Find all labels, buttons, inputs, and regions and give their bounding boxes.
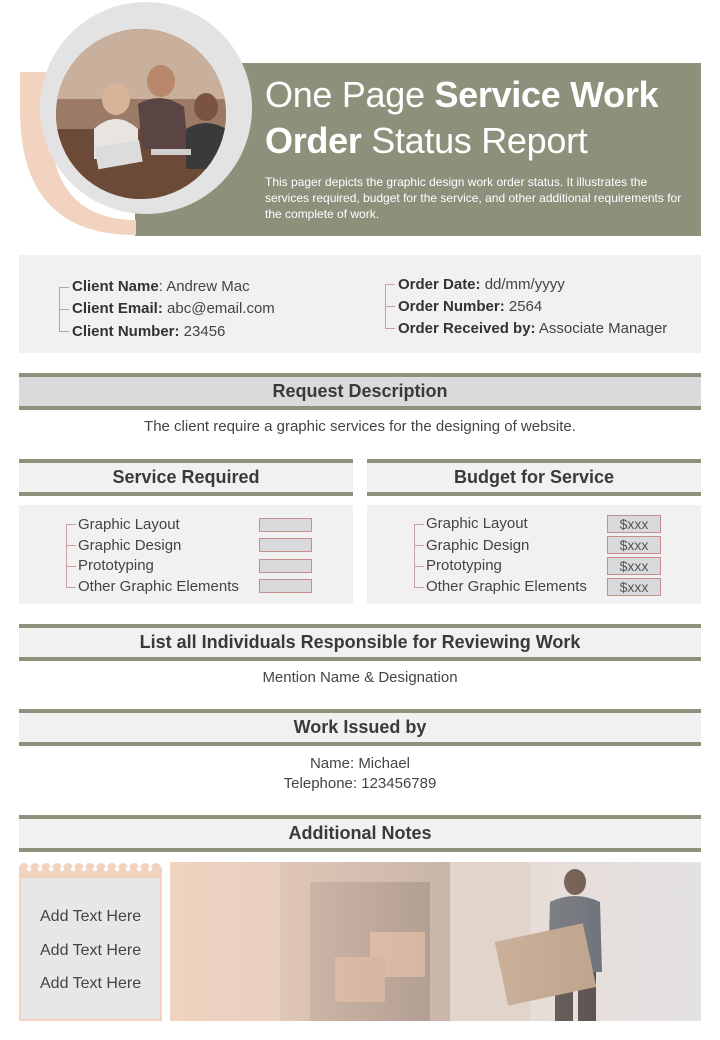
service-item: Prototyping [78,557,154,574]
client-number-label: Client Number: [72,323,180,340]
bracket-tick [385,306,395,307]
service-checkbox-slot[interactable] [259,559,312,573]
order-date-value: dd/mm/yyyy [480,276,565,293]
bracket-tick [414,587,424,588]
bracket-tick [385,284,395,285]
budget-value[interactable]: $xxx [607,515,661,533]
work-issued-heading: Work Issued by [19,709,701,746]
service-checkbox-slot[interactable] [259,538,312,552]
request-description-text: The client require a graphic services for the designing of website. [144,418,576,435]
budget-item: Graphic Design [426,537,530,554]
title-text: Status Report [361,120,588,161]
budget-item: Other Graphic Elements [426,578,587,595]
bracket-tick [414,566,424,567]
bracket-tick [66,566,76,567]
order-received-by [398,320,667,337]
budget-item: Graphic Layout [426,515,528,532]
order-date [398,276,565,293]
order-number-label: Order Number: [398,298,505,315]
bracket-tick [59,309,69,310]
bracket-tick [66,545,76,546]
service-bracket [66,524,67,587]
budget-item: Prototyping [426,557,502,574]
bracket-tick [66,524,76,525]
issuer-name: Name: Michael [309,755,411,772]
service-required-heading: Service Required [19,459,353,496]
budget-value[interactable]: $xxx [607,536,661,554]
service-checkbox-slot[interactable] [259,518,312,532]
bracket-tick [385,328,395,329]
client-name-label: Client Name [72,278,159,295]
client-name [72,278,250,295]
budget-value[interactable]: $xxx [607,557,661,575]
bracket-tick [414,545,424,546]
delivery-photo [170,862,701,1021]
service-item: Other Graphic Elements [78,578,239,595]
client-number [72,323,225,340]
bracket-tick [59,331,69,332]
bracket-tick [59,287,69,288]
reviewers-text: Mention Name & Designation [262,669,458,686]
bracket-tick [414,524,424,525]
team-photo [56,29,226,199]
service-item: Graphic Design [78,537,182,554]
client-email-value: abc@email.com [162,300,275,317]
additional-notes-heading: Additional Notes [19,815,701,852]
request-description-heading: Request Description [19,373,701,410]
service-checkbox-slot[interactable] [259,579,312,593]
page-description: This pager depicts the graphic design work order status. It illustrates the services required, budget for the service, and other additional requirements for the complete of work. [265,175,682,221]
issuer-telephone: Telephone: 123456789 [283,775,437,792]
client-name-value: : Andrew Mac [158,278,250,295]
bracket-tick [66,587,76,588]
order-received-value: Associate Manager [535,320,668,337]
service-item: Graphic Layout [78,516,180,533]
reviewers-heading: List all Individuals Responsible for Reviewing Work [19,624,701,661]
note-item[interactable]: Add Text Here [40,975,142,992]
budget-bracket [414,524,415,587]
order-number-value: 2564 [504,298,543,315]
page-title [265,72,705,164]
title-text: One Page [265,74,435,115]
order-date-label: Order Date: [398,276,481,293]
budget-value[interactable]: $xxx [607,578,661,596]
order-number [398,298,542,315]
note-item[interactable]: Add Text Here [40,942,142,959]
title-bold-text: Order [265,120,362,161]
order-received-label: Order Received by: [398,320,536,337]
client-email-label: Client Email: [72,300,163,317]
budget-heading: Budget for Service [367,459,701,496]
client-number-value: 23456 [179,323,226,340]
title-bold-text: Service Work [434,74,659,115]
client-email [72,300,275,317]
note-item[interactable]: Add Text Here [40,908,142,925]
